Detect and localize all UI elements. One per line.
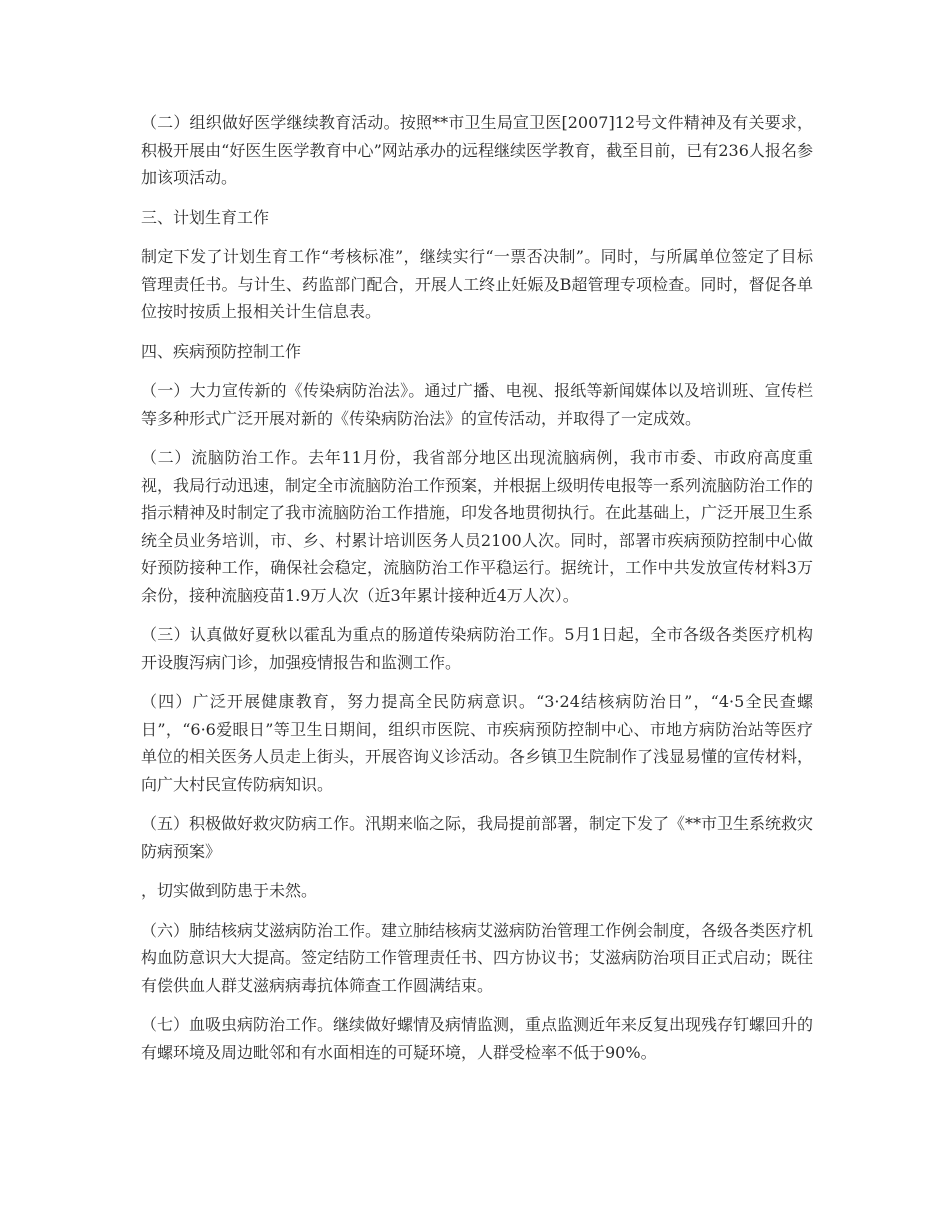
paragraph-infectious-disease-law: （一）大力宣传新的《传染病防治法》。通过广播、电视、报纸等新闻媒体以及培训班、宣传栏等多种形式广泛开展对新的《传染病防治法》的宣传活动，并取得了一定成效。 bbox=[141, 381, 813, 428]
paragraph-family-planning: 制定下发了计划生育工作“考核标准”，继续实行“一票否决制”。同时，与所属单位签定了目标管理责任书。与计生、药监部门配合，开展人工终止妊娠及B超管理专项检查。同时，督促各单位按时按质上报相关计生信息表。 bbox=[141, 247, 813, 321]
paragraph-intestinal-disease: （三）认真做好夏秋以霍乱为重点的肠道传染病防治工作。5月1日起，全市各级各类医疗机构开设腹泻病门诊，加强疫情报告和监测工作。 bbox=[141, 625, 813, 672]
paragraph-meningitis: （二）流脑防治工作。去年11月份，我省部分地区出现流脑病例，我市市委、市政府高度重视，我局行动迅速，制定全市流脑防治工作预案，并根据上级明传电报等一系列流脑防治工作的指示精神及时制定了我市流脑防治工作措施，印发各地贯彻执行。在此基础上，广泛开展卫生系统全员业务培训，市、乡、村累计培训医务人员2100人次。同时，部署市疾病预防控制中心做好预防接种工作，确保社会稳定，流脑防治工作平稳运行。据统计，工作中共发放宣传材料3万余份，接种流脑疫苗1.9万人次（近3年累计接种近4万人次）。 bbox=[141, 448, 814, 605]
paragraph-schistosomiasis: （七）血吸虫病防治工作。继续做好螺情及病情监测，重点监测近年来反复出现残存钉螺回升的有螺环境及周边毗邻和有水面相连的可疑环境，人群受检率不低于90%。 bbox=[141, 1015, 814, 1062]
section-heading-family-planning: 三、计划生育工作 bbox=[141, 207, 270, 227]
paragraph-disaster-relief: （五）积极做好救灾防病工作。汛期来临之际，我局提前部署，制定下发了《**市卫生系统救灾防病预案》 bbox=[141, 814, 814, 861]
document-body bbox=[141, 109, 813, 1078]
section-heading-disease-control: 四、疾病预防控制工作 bbox=[141, 341, 302, 361]
paragraph-health-education: （四）广泛开展健康教育，努力提高全民防病意识。“3·24结核病防治日”，“4·5全民查螺日”，“6·6爱眼日”等卫生日期间，组织市医院、市疾病预防控制中心、市地方病防治站等医疗单位的相关医务人员走上街头，开展咨询义诊活动。各乡镇卫生院制作了浅显易懂的宣传材料，向广大村民宣传防病知识。 bbox=[141, 692, 814, 794]
paragraph-disaster-relief-continued: ，切实做到防患于未然。 bbox=[141, 881, 318, 900]
paragraph-medical-education: （二）组织做好医学继续教育活动。按照**市卫生局宣卫医[2007]12号文件精神及有关要求，积极开展由“好医生医学教育中心”网站承办的远程继续医学教育，截至目前，已有236人报名参加该项活动。 bbox=[141, 113, 813, 187]
paragraph-tb-aids: （六）肺结核病艾滋病防治工作。建立肺结核病艾滋病防治管理工作例会制度，各级各类医疗机构血防意识大大提高。签定结防工作管理责任书、四方协议书；艾滋病防治项目正式启动；既往有偿供血人群艾滋病病毒抗体筛查工作圆满结束。 bbox=[141, 920, 814, 995]
